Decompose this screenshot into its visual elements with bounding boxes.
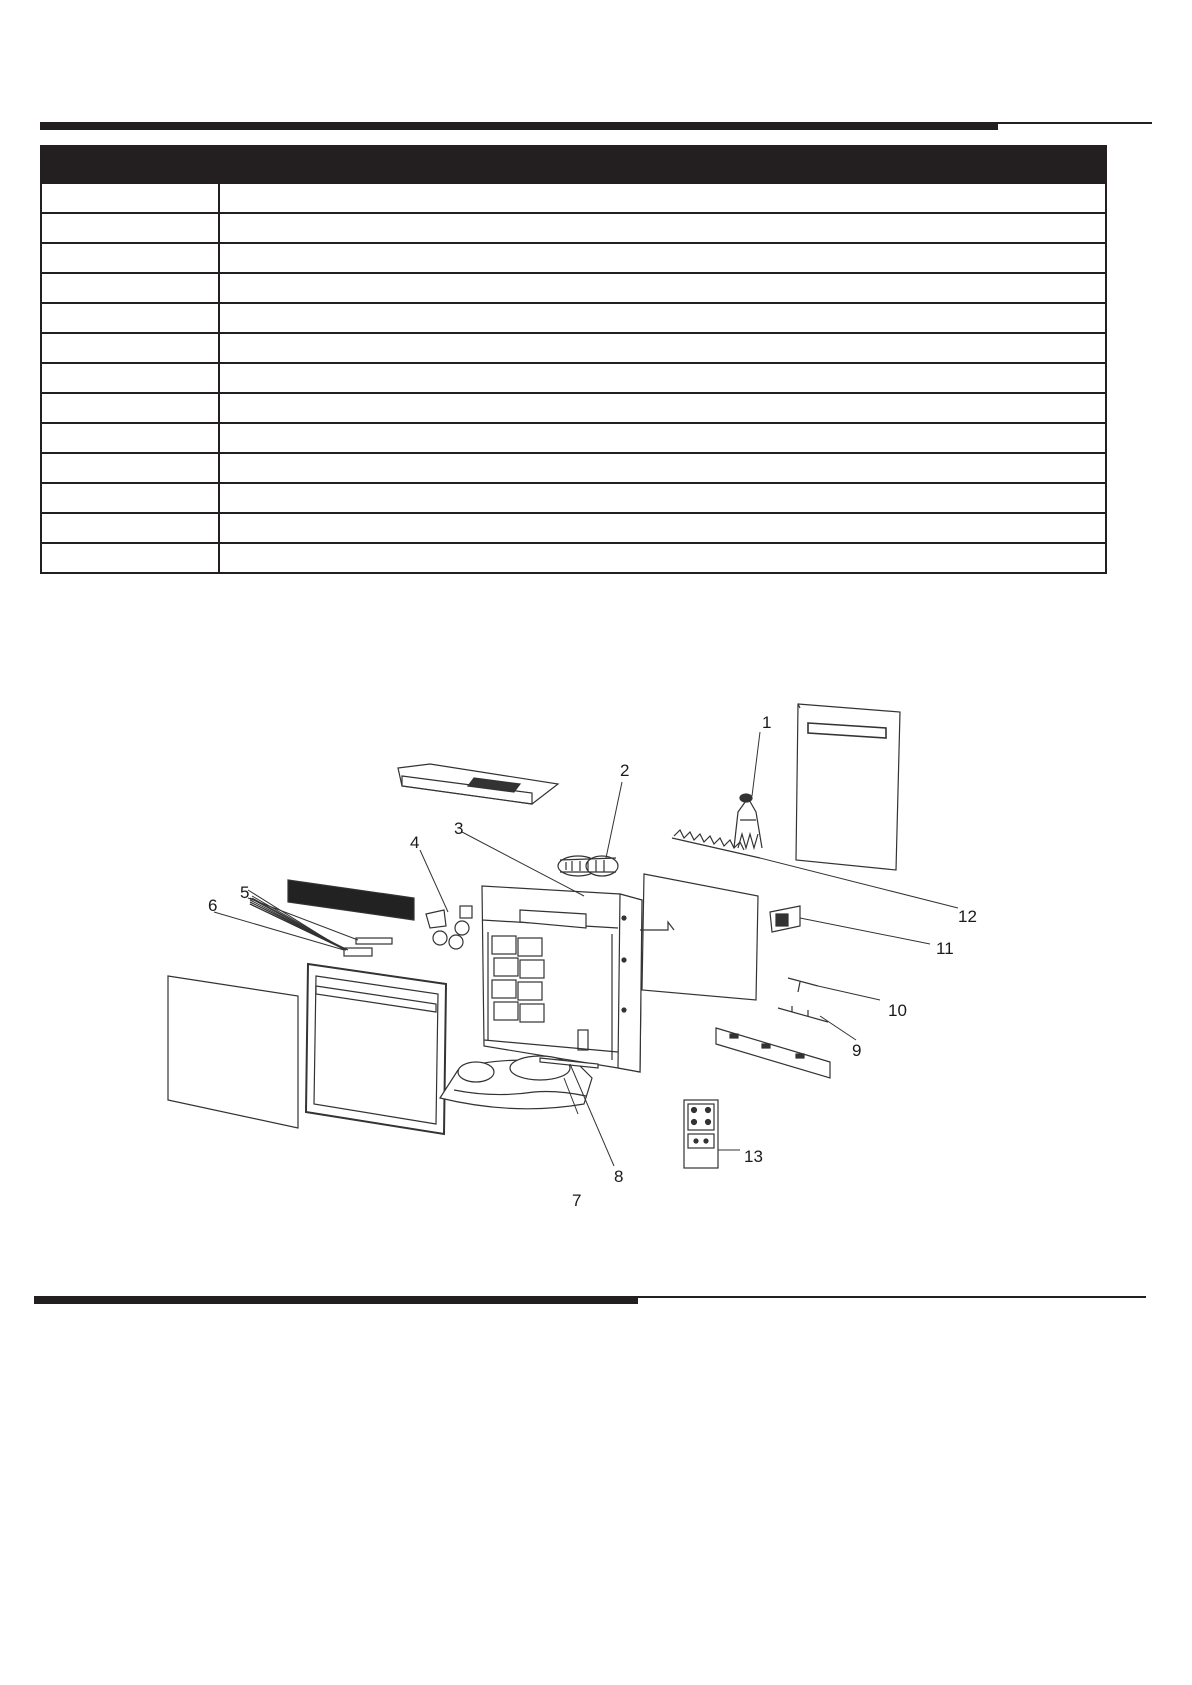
parts-list-table xyxy=(40,145,1107,574)
table-row xyxy=(41,393,1106,423)
remote-control-part xyxy=(684,1100,718,1168)
top-section-rule-thick xyxy=(40,122,998,130)
exploded-parts-diagram xyxy=(0,680,1192,1240)
connector-parts xyxy=(344,938,392,956)
switch-block-part xyxy=(770,906,800,932)
table-row xyxy=(41,363,1106,393)
firebox-chassis-part xyxy=(482,886,642,1072)
leader-line-1 xyxy=(752,732,760,796)
side-bracket-part xyxy=(716,1028,830,1078)
table-row xyxy=(41,183,1106,213)
table-cell xyxy=(219,393,1106,423)
top-board-part xyxy=(398,764,558,804)
table-row xyxy=(41,423,1106,453)
vent-grille-part xyxy=(288,880,414,920)
table-cell xyxy=(219,213,1106,243)
callout-8: 8 xyxy=(614,1167,624,1186)
reflective-panel-part xyxy=(640,874,758,1000)
front-glass-part xyxy=(168,976,298,1128)
table-cell xyxy=(41,243,219,273)
table-cell xyxy=(219,333,1106,363)
table-cell xyxy=(219,453,1106,483)
table-row xyxy=(41,333,1106,363)
callout-12: 12 xyxy=(958,907,977,926)
callout-13: 13 xyxy=(744,1147,763,1166)
table-row xyxy=(41,243,1106,273)
table-row xyxy=(41,273,1106,303)
table-cell xyxy=(219,183,1106,213)
table-cell xyxy=(219,273,1106,303)
knob-parts xyxy=(426,906,472,949)
callout-9: 9 xyxy=(852,1041,862,1060)
leader-line-10 xyxy=(818,986,880,1000)
back-panel-part xyxy=(796,704,900,870)
callout-11: 11 xyxy=(936,939,954,958)
table-header-row xyxy=(41,146,1106,183)
heater-fan-part xyxy=(558,856,618,876)
bottom-section-rule-thick xyxy=(34,1296,638,1304)
table-cell xyxy=(41,423,219,453)
callout-3: 3 xyxy=(454,819,464,838)
table-cell xyxy=(41,183,219,213)
leader-line-2 xyxy=(606,782,622,858)
table-cell xyxy=(219,543,1106,573)
bottom-section-rule-thin xyxy=(638,1296,1146,1298)
table-row xyxy=(41,543,1106,573)
leader-line-11 xyxy=(800,918,930,944)
wiring-parts xyxy=(778,978,828,1022)
callout-6: 6 xyxy=(208,896,218,915)
table-cell xyxy=(219,423,1106,453)
table-row xyxy=(41,303,1106,333)
flicker-part xyxy=(734,794,762,848)
table-cell xyxy=(41,513,219,543)
table-row xyxy=(41,483,1106,513)
leader-line-4 xyxy=(420,850,448,912)
callout-7: 7 xyxy=(572,1191,582,1210)
table-cell xyxy=(219,513,1106,543)
table-header-cell xyxy=(219,146,1106,183)
callout-10: 10 xyxy=(888,1001,907,1020)
table-cell xyxy=(41,273,219,303)
table-row xyxy=(41,453,1106,483)
table-row xyxy=(41,513,1106,543)
callout-5: 5 xyxy=(240,883,250,902)
table-cell xyxy=(41,213,219,243)
diagram-drawing xyxy=(0,680,1192,1240)
table-row xyxy=(41,213,1106,243)
table-cell xyxy=(41,333,219,363)
callout-4: 4 xyxy=(410,833,420,852)
callout-1: 1 xyxy=(762,713,772,732)
front-frame-part xyxy=(306,964,446,1134)
table-cell xyxy=(41,393,219,423)
table-cell xyxy=(41,483,219,513)
table-cell xyxy=(219,363,1106,393)
table-cell xyxy=(41,303,219,333)
table-cell xyxy=(41,543,219,573)
table-cell xyxy=(219,303,1106,333)
table-cell xyxy=(41,363,219,393)
table-cell xyxy=(219,483,1106,513)
leader-line-9 xyxy=(820,1016,856,1040)
table-cell xyxy=(41,453,219,483)
callout-2: 2 xyxy=(620,761,630,780)
top-section-rule-thin xyxy=(998,122,1152,124)
table-cell xyxy=(219,243,1106,273)
table-header-cell xyxy=(41,146,219,183)
